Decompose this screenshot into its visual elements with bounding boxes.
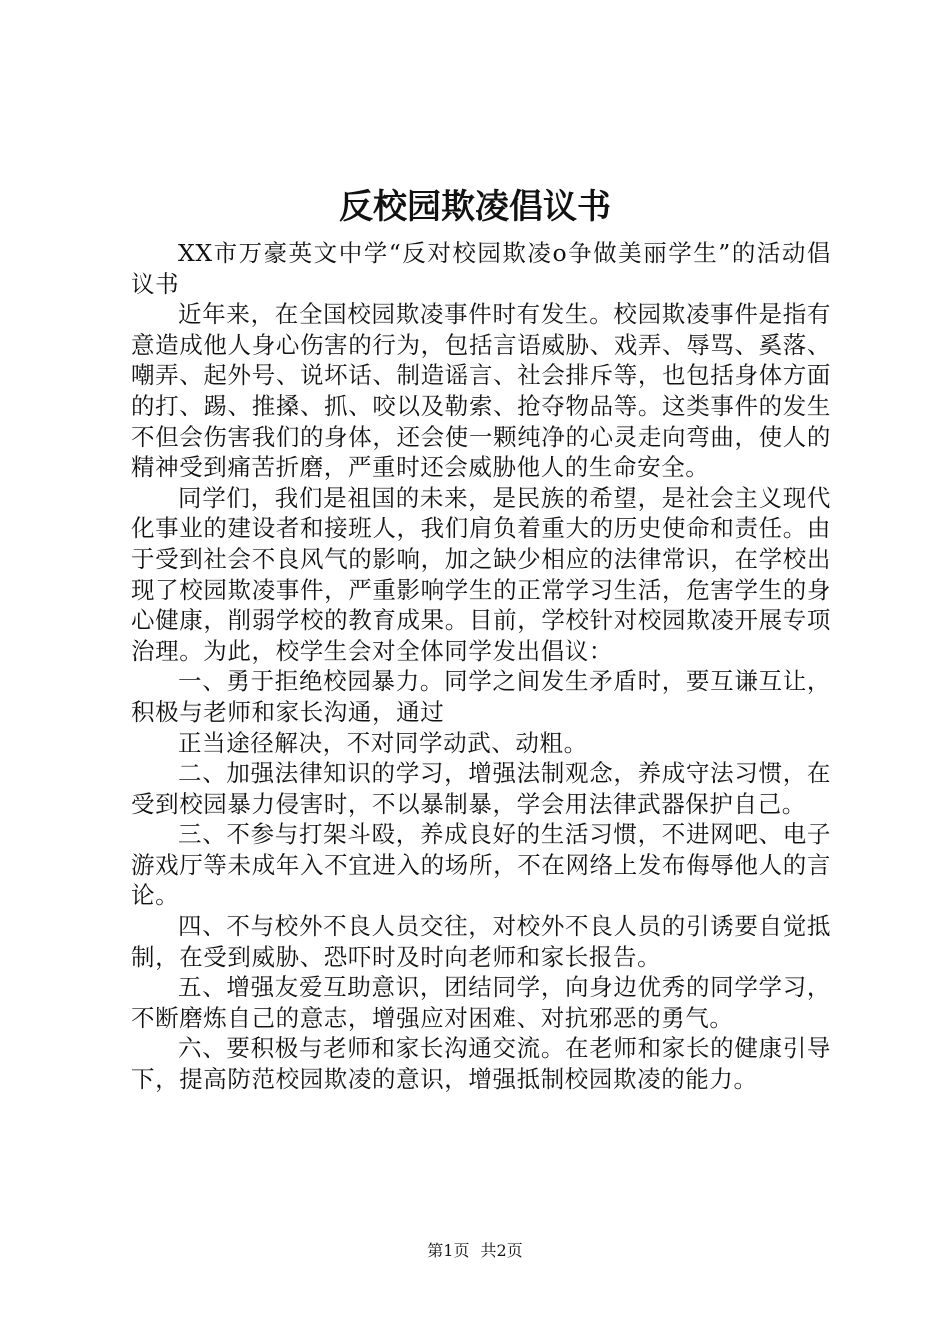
- paragraph-item-3: 三、不参与打架斗殴，养成良好的生活习惯，不进网吧、电子游戏厅等未成年入不宜进入的场所，不在网络上发布侮辱他人的言论。: [131, 820, 831, 910]
- paragraph-heading-line: XX市万豪英文中学“反对校园欺凌o争做美丽学生”的活动倡议书: [131, 239, 831, 298]
- paragraph-item-2: 二、加强法律知识的学习，增强法制观念，养成守法习惯，在受到校园暴力侵害时，不以暴制暴，学会用法律武器保护自己。: [131, 759, 831, 818]
- document-title: 反校园欺凌倡议书: [339, 187, 611, 227]
- paragraph-item-1: 一、勇于拒绝校园暴力。同学之间发生矛盾时，要互谦互让，积极与老师和家长沟通，通过: [131, 667, 831, 726]
- paragraph-item-4: 四、不与校外不良人员交往，对校外不良人员的引诱要自觉抵制，在受到威胁、恐吓时及时向老师和家长报告。: [131, 912, 831, 971]
- paragraph-item-1-continued: 正当途径解决，不对同学动武、动粗。: [178, 728, 588, 757]
- page-number: 第1页: [427, 1241, 470, 1260]
- paragraph-item-5: 五、增强友爱互助意识，团结同学，向身边优秀的同学学习，不断磨炼自己的意志，增强应对困难、对抗邪恶的勇气。: [131, 973, 831, 1032]
- page-footer: [0, 1240, 950, 1262]
- paragraph-item-6: 六、要积极与老师和家长沟通交流。在老师和家长的健康引导下，提高防范校园欺凌的意识，增强抵制校园欺凌的能力。: [131, 1034, 831, 1094]
- page-total: 共2页: [480, 1241, 523, 1260]
- document-body: [131, 238, 831, 1095]
- paragraph-intro: 近年来，在全国校园欺凌事件时有发生。校园欺凌事件是指有意造成他人身心伤害的行为，包括言语威胁、戏弄、辱骂、奚落、嘲弄、起外号、说坏话、制造谣言、社会排斥等，也包括身体方面的打、踢、推搡、抓、咬以及勒索、抢夺物品等。这类事件的发生不但会伤害我们的身体，还会使一颗纯净的心灵走向弯曲，使人的精神受到痛苦折磨，严重时还会威胁他人的生命安全。: [131, 300, 831, 482]
- paragraph-appeal: 同学们，我们是祖国的未来，是民族的希望，是社会主义现代化事业的建设者和接班人，我们肩负着重大的历史使命和责任。由于受到社会不良风气的影响，加之缺少相应的法律常识，在学校出现了校园欺凌事件，严重影响学生的正常学习生活，危害学生的身心健康，削弱学校的教育成果。目前，学校针对校园欺凌开展专项治理。为此，校学生会对全体同学发出倡议：: [131, 483, 831, 665]
